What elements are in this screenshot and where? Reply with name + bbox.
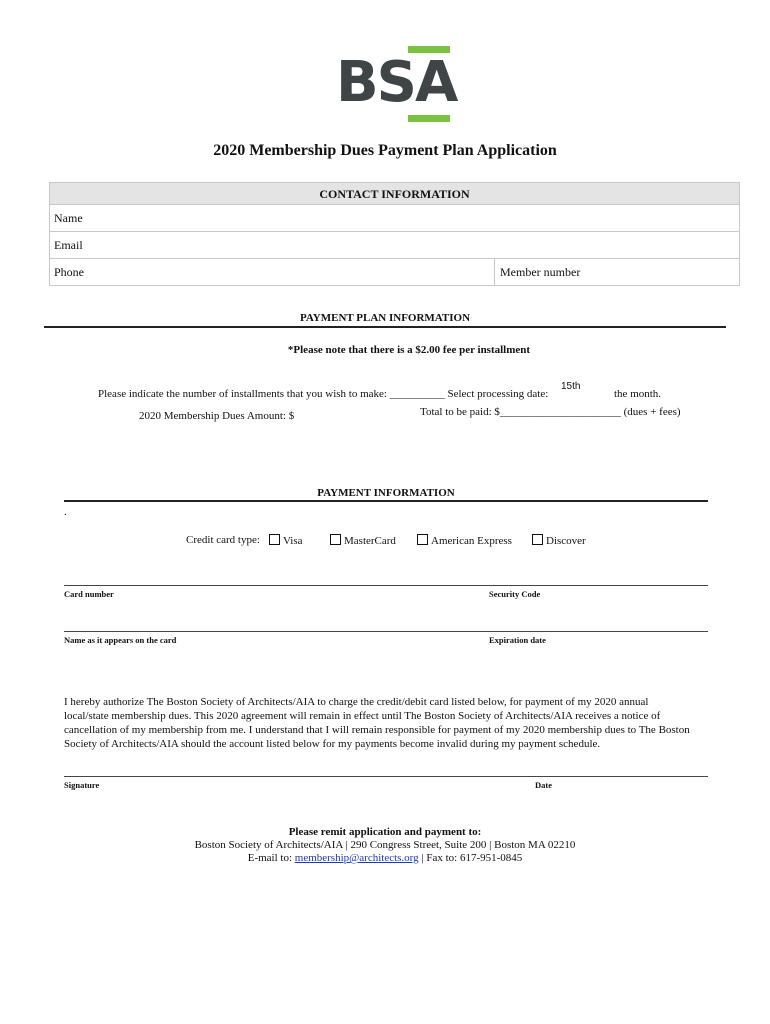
phone-row[interactable] [50, 259, 739, 285]
fee-note: *Please note that there is a $2.00 fee per installment [287, 344, 531, 356]
total-to-be-paid: Total to be paid: $______________________ (dues + fees) [420, 406, 681, 418]
bsa-logo [336, 46, 457, 122]
email-label: Email [54, 238, 83, 252]
membership-email-link[interactable]: membership@architects.org [294, 852, 419, 864]
cell-divider [494, 259, 495, 285]
logo-text: BSA [336, 50, 457, 115]
stray-dot: . [64, 506, 67, 518]
contact-section-header: CONTACT INFORMATION [50, 183, 739, 205]
page-title: 2020 Membership Dues Payment Plan Application [213, 142, 557, 159]
card-option-visa[interactable]: Visa [269, 534, 303, 547]
mastercard-checkbox[interactable] [330, 534, 341, 545]
authorization-paragraph: I hereby authorize The Boston Society of Architects/AIA to charge the credit/debit card listed below, for payment of my 2020 annual local/state membership dues. This 2020 agreement will remain in effect until The Boston Society of Architects/AIA receives a notice of cancellation of my membership from me. I understand that I will remain responsible for payment of my 2020 membership dues to The Boston Society of Architects/AIA should the account listed below for my payments become invalid during my payment schedule. [64, 696, 690, 750]
payment-information-header: PAYMENT INFORMATION [317, 487, 455, 499]
remit-address: Boston Society of Architects/AIA | 290 Congress Street, Suite 200 | Boston MA 02210 [194, 839, 576, 851]
signature-label: Signature [64, 780, 100, 790]
signature-line[interactable] [64, 776, 708, 777]
remit-contact-line [0, 851, 770, 865]
name-on-card-label: Name as it appears on the card [64, 635, 177, 645]
name-label: Name [54, 211, 83, 225]
email-row[interactable] [50, 232, 739, 259]
payment-plan-header: PAYMENT PLAN INFORMATION [299, 312, 471, 324]
name-row[interactable] [50, 205, 739, 232]
credit-card-type-label: Credit card type: [186, 534, 260, 546]
email-prefix: E-mail to: [247, 852, 295, 864]
month-suffix: the month. [614, 388, 662, 400]
contact-information-table [49, 182, 740, 286]
visa-checkbox[interactable] [269, 534, 280, 545]
logo-accent-bar-bottom [408, 115, 450, 122]
card-option-discover[interactable]: Discover [532, 534, 586, 547]
name-on-card-line[interactable] [64, 631, 708, 632]
date-label: Date [535, 780, 552, 790]
payment-information-rule [64, 500, 708, 502]
expiration-date-label: Expiration date [489, 635, 546, 645]
card-option-mastercard[interactable]: MasterCard [330, 534, 396, 547]
fax-text: | Fax to: 617-951-0845 [418, 852, 523, 864]
card-number-label: Card number [64, 589, 114, 599]
remit-heading: Please remit application and payment to: [288, 826, 482, 838]
payment-plan-rule [44, 326, 726, 328]
card-option-american-express[interactable]: American Express [417, 534, 512, 547]
dues-amount-label: 2020 Membership Dues Amount: $ [139, 410, 295, 422]
discover-checkbox[interactable] [532, 534, 543, 545]
card-number-line[interactable] [64, 585, 708, 586]
member-number-label: Member number [500, 265, 581, 279]
american-express-checkbox[interactable] [417, 534, 428, 545]
installments-instruction: Please indicate the number of installments that you wish to make: __________ Select processing date: [98, 388, 549, 400]
security-code-label: Security Code [489, 589, 541, 599]
phone-label: Phone [54, 265, 84, 279]
processing-date-value[interactable]: 15th [561, 381, 581, 392]
